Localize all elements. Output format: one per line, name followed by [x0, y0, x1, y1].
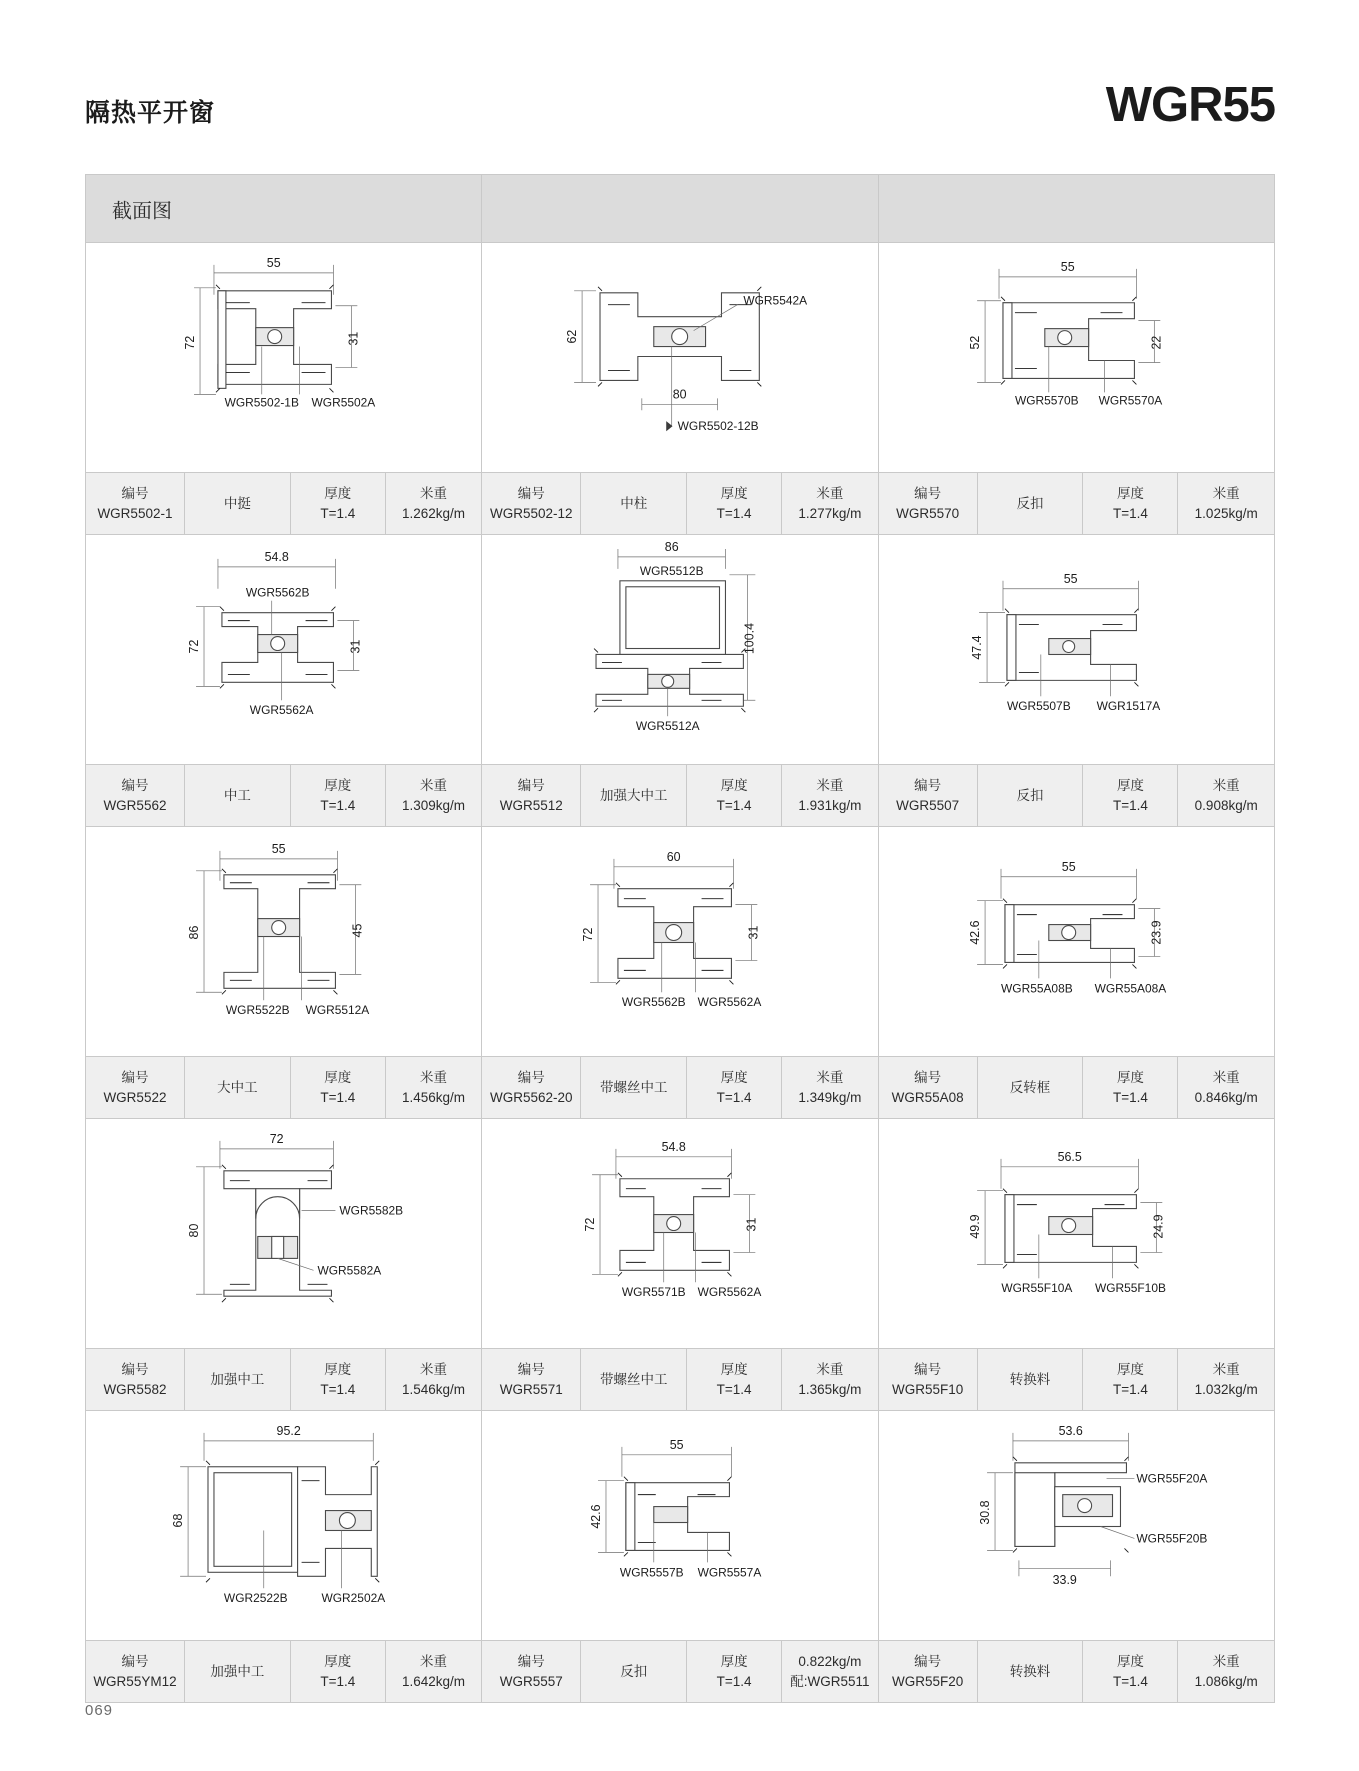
part-label-2: WGR5512A	[305, 1003, 370, 1018]
spec-weight-1-3	[1178, 473, 1275, 535]
spec-weight-value: 1.365kg/m	[798, 1381, 862, 1397]
band-cell-3	[879, 175, 1275, 243]
spec-weight-5-2	[782, 1641, 879, 1703]
spec-code-value: WGR5557	[499, 1673, 563, 1689]
spec-thickness-5-2	[687, 1641, 782, 1703]
spec-thickness-value: T=1.4	[1112, 797, 1148, 813]
series-code: WGR55	[1105, 78, 1275, 132]
dim-height: 62	[565, 329, 580, 344]
spec-name-5-1	[185, 1641, 291, 1703]
spec-weight-4-3	[1178, 1349, 1275, 1411]
spec-weight-label: 米重	[816, 485, 844, 501]
spec-code-5-2	[482, 1641, 581, 1703]
spec-name-3-1	[185, 1057, 291, 1119]
part-label-2: WGR55F20B	[1136, 1531, 1208, 1546]
spec-code-value: WGR5582	[103, 1381, 167, 1397]
dim-height: 68	[171, 1513, 186, 1528]
spec-weight-2-1	[386, 765, 483, 827]
spec-name-value: 加强中工	[210, 1663, 265, 1679]
part-label-1: WGR5582B	[339, 1203, 404, 1218]
part-label-2: WGR1517A	[1096, 699, 1160, 714]
spec-name-value: 中挺	[223, 495, 251, 511]
spec-code-value: WGR5507	[896, 797, 960, 813]
spec-thickness-1-1	[291, 473, 386, 535]
spec-thickness-label: 厚度	[324, 1653, 352, 1669]
spec-name-2-1	[185, 765, 291, 827]
drawing-row-3	[86, 827, 1275, 1057]
spec-weight-4-1	[386, 1349, 483, 1411]
spec-thickness-value: T=1.4	[320, 1381, 356, 1397]
spec-row-2	[86, 765, 1275, 827]
dim-width: 55	[670, 1437, 684, 1452]
spec-code-label: 编号	[121, 1653, 149, 1669]
dim-width: 54.8	[661, 1139, 687, 1154]
spec-code-value: WGR5502-12	[490, 505, 573, 521]
spec-code-3-2	[482, 1057, 581, 1119]
spec-code-value: WGR5562	[103, 797, 167, 813]
part-label-2: WGR5582A	[317, 1263, 382, 1278]
spec-thickness-value: T=1.4	[320, 1089, 356, 1105]
dim-width: 55	[271, 841, 286, 856]
spec-weight-4-2	[782, 1349, 879, 1411]
spec-weight-5-3	[1178, 1641, 1275, 1703]
drawing-row-4	[86, 1119, 1275, 1349]
dim-depth: 31	[746, 925, 761, 940]
part-label-1: WGR55A08B	[1000, 981, 1073, 996]
spec-code-value: WGR5512	[499, 797, 563, 813]
dim-width: 53.6	[1058, 1423, 1083, 1438]
part-label-2: WGR55A08A	[1094, 981, 1166, 996]
spec-weight-value: 1.546kg/m	[402, 1381, 466, 1397]
spec-code-label: 编号	[914, 1653, 942, 1669]
spec-code-3-1	[86, 1057, 185, 1119]
spec-code-value: WGR55YM12	[93, 1673, 177, 1689]
table-band-row	[86, 175, 1275, 243]
spec-name-value: 中工	[223, 787, 251, 803]
spec-thickness-label: 厚度	[720, 777, 748, 793]
spec-thickness-value: T=1.4	[320, 1673, 356, 1689]
dim-depth: 23.9	[1148, 920, 1163, 945]
part-label-2: WGR5502A	[311, 395, 376, 410]
dim-height: 80	[187, 1223, 202, 1238]
spec-weight-value: 1.277kg/m	[798, 505, 862, 521]
spec-name-value: 反扣	[620, 1663, 648, 1679]
spec-thickness-4-3	[1083, 1349, 1178, 1411]
dim-height: 52	[967, 335, 982, 350]
spec-weight-label: 米重	[1212, 777, 1240, 793]
dim-height: 42.6	[967, 920, 982, 945]
spec-weight-note: 配:WGR5511	[790, 1673, 870, 1689]
dim-depth: 22	[1148, 335, 1163, 350]
spec-row-1	[86, 473, 1275, 535]
dim-width: 95.2	[276, 1423, 301, 1438]
page-number: 069	[85, 1702, 114, 1719]
spec-weight-label: 米重	[1212, 1069, 1240, 1085]
spec-code-value: WGR5562-20	[490, 1089, 573, 1105]
dim-height: 30.8	[977, 1500, 992, 1525]
dim-width: 55	[1063, 571, 1078, 586]
dim-width: 80	[673, 387, 687, 402]
spec-weight-value: 1.025kg/m	[1194, 505, 1258, 521]
spec-code-value: WGR5571	[499, 1381, 563, 1397]
spec-code-label: 编号	[517, 1069, 545, 1085]
spec-thickness-label: 厚度	[720, 485, 748, 501]
spec-thickness-5-1	[291, 1641, 386, 1703]
spec-name-value: 加强中工	[210, 1371, 265, 1387]
spec-name-3-3	[978, 1057, 1084, 1119]
part-label-1: WGR5522B	[225, 1003, 290, 1018]
part-label-2: WGR5562A	[697, 1285, 762, 1300]
spec-code-label: 编号	[517, 1653, 545, 1669]
profile-table	[85, 174, 1275, 1703]
spec-row-5	[86, 1641, 1275, 1703]
spec-name-4-3	[978, 1349, 1084, 1411]
drawing-cell-5-2	[482, 1411, 878, 1641]
spec-thickness-5-3	[1083, 1641, 1178, 1703]
spec-thickness-4-2	[687, 1349, 782, 1411]
spec-weight-label: 米重	[1212, 1361, 1240, 1377]
spec-weight-value: 1.309kg/m	[402, 797, 466, 813]
dim-width: 55	[1060, 259, 1075, 274]
dim-height: 72	[187, 639, 202, 654]
dim-height: 47.4	[969, 635, 984, 660]
spec-weight-label: 米重	[420, 485, 448, 501]
spec-name-value: 反扣	[1016, 495, 1044, 511]
drawing-cell-4-1	[86, 1119, 482, 1349]
spec-code-value: WGR55A08	[891, 1089, 964, 1105]
spec-code-value: WGR5502-1	[97, 505, 173, 521]
dim-width: 54.8	[264, 549, 289, 564]
part-label-2: WGR5512A	[636, 719, 700, 734]
spec-name-value: 带螺丝中工	[599, 1371, 668, 1387]
drawing-cell-1-2	[482, 243, 878, 473]
spec-thickness-label: 厚度	[1116, 1653, 1144, 1669]
part-label-2: WGR5562A	[249, 703, 314, 718]
spec-weight-value: 1.032kg/m	[1194, 1381, 1258, 1397]
spec-weight-label: 米重	[420, 1069, 448, 1085]
part-label-1: WGR5562B	[245, 585, 310, 600]
spec-thickness-3-1	[291, 1057, 386, 1119]
spec-name-2-2	[581, 765, 687, 827]
dim-height: 42.6	[589, 1504, 604, 1529]
spec-thickness-value: T=1.4	[716, 797, 752, 813]
dim-width: 72	[269, 1131, 284, 1146]
spec-weight-value: 1.349kg/m	[798, 1089, 862, 1105]
spec-name-value: 转换料	[1009, 1663, 1051, 1679]
spec-thickness-2-2	[687, 765, 782, 827]
spec-code-5-1	[86, 1641, 185, 1703]
spec-name-value: 带螺丝中工	[599, 1079, 668, 1095]
spec-weight-label: 米重	[420, 777, 448, 793]
spec-weight-1-2	[782, 473, 879, 535]
drawing-cell-1-1	[86, 243, 482, 473]
spec-thickness-label: 厚度	[1116, 485, 1144, 501]
spec-code-4-3	[879, 1349, 978, 1411]
spec-code-label: 编号	[914, 485, 942, 501]
spec-thickness-label: 厚度	[324, 777, 352, 793]
spec-code-label: 编号	[517, 485, 545, 501]
drawing-cell-2-2	[482, 535, 878, 765]
drawing-cell-5-1	[86, 1411, 482, 1641]
spec-name-value: 转换料	[1009, 1371, 1051, 1387]
spec-code-label: 编号	[121, 1361, 149, 1377]
drawing-cell-3-2	[482, 827, 878, 1057]
spec-thickness-label: 厚度	[720, 1069, 748, 1085]
dim-depth: 31	[744, 1217, 759, 1232]
drawing-row-1	[86, 243, 1275, 473]
spec-code-5-3	[879, 1641, 978, 1703]
dim-height: 72	[583, 1217, 598, 1232]
spec-weight-value: 1.931kg/m	[798, 797, 862, 813]
spec-code-4-2	[482, 1349, 581, 1411]
dim-width: 60	[667, 849, 681, 864]
spec-name-value: 加强大中工	[599, 787, 668, 803]
spec-name-1-1	[185, 473, 291, 535]
part-label-2: WGR5557A	[697, 1565, 762, 1580]
drawing-row-5	[86, 1411, 1275, 1641]
spec-thickness-label: 厚度	[324, 1069, 352, 1085]
part-label-2: WGR5570A	[1098, 393, 1162, 408]
spec-code-label: 编号	[517, 1361, 545, 1377]
spec-weight-value: 0.908kg/m	[1194, 797, 1258, 813]
spec-code-value: WGR55F20	[891, 1673, 964, 1689]
spec-code-label: 编号	[914, 1361, 942, 1377]
spec-name-value: 反转框	[1009, 1079, 1051, 1095]
drawing-cell-2-3	[879, 535, 1275, 765]
part-label-1: WGR5571B	[622, 1285, 686, 1300]
spec-code-4-1	[86, 1349, 185, 1411]
part-label-2: WGR55F10B	[1094, 1281, 1166, 1296]
spec-weight-5-1	[386, 1641, 483, 1703]
spec-thickness-value: T=1.4	[1112, 505, 1148, 521]
part-label-2: WGR5502-12B	[678, 419, 759, 434]
part-label-1: WGR55F20A	[1136, 1471, 1208, 1486]
spec-thickness-value: T=1.4	[1112, 1381, 1148, 1397]
spec-thickness-label: 厚度	[720, 1653, 748, 1669]
spec-weight-label: 米重	[816, 777, 844, 793]
spec-weight-label: 米重	[1212, 1653, 1240, 1669]
drawing-cell-5-3	[879, 1411, 1275, 1641]
part-label-1: WGR5502-1B	[224, 395, 299, 410]
spec-name-1-3	[978, 473, 1084, 535]
spec-name-value: 大中工	[217, 1079, 258, 1095]
spec-code-3-3	[879, 1057, 978, 1119]
spec-weight-2-2	[782, 765, 879, 827]
spec-thickness-3-3	[1083, 1057, 1178, 1119]
spec-thickness-value: T=1.4	[716, 1673, 752, 1689]
spec-weight-3-1	[386, 1057, 483, 1119]
spec-name-3-2	[581, 1057, 687, 1119]
part-label-1: WGR5507B	[1006, 699, 1071, 714]
part-label-1: WGR2522B	[223, 1591, 288, 1606]
dim-width: 55	[266, 255, 281, 270]
spec-code-1-2	[482, 473, 581, 535]
spec-thickness-label: 厚度	[1116, 777, 1144, 793]
part-label-1: WGR5512B	[640, 563, 704, 578]
part-label-2: WGR5562A	[697, 995, 762, 1010]
spec-weight-3-3	[1178, 1057, 1275, 1119]
dim-depth: 45	[350, 923, 365, 938]
spec-code-value: WGR5570	[896, 505, 960, 521]
spec-weight-2-3	[1178, 765, 1275, 827]
spec-weight-label: 米重	[816, 1361, 844, 1377]
spec-thickness-2-3	[1083, 765, 1178, 827]
drawing-cell-2-1	[86, 535, 482, 765]
page-header	[85, 78, 1275, 137]
dim-depth: 24.9	[1150, 1214, 1165, 1239]
band-label: 截面图	[112, 200, 172, 222]
drawing-row-2	[86, 535, 1275, 765]
part-label-1: WGR5542A	[743, 293, 808, 308]
spec-thickness-1-3	[1083, 473, 1178, 535]
part-label-1: WGR5557B	[620, 1565, 684, 1580]
spec-thickness-label: 厚度	[720, 1361, 748, 1377]
spec-name-4-1	[185, 1349, 291, 1411]
dim-bottom: 33.9	[1052, 1573, 1077, 1588]
spec-weight-value: 0.846kg/m	[1194, 1089, 1258, 1105]
spec-code-1-1	[86, 473, 185, 535]
drawing-cell-3-3	[879, 827, 1275, 1057]
spec-thickness-label: 厚度	[1116, 1361, 1144, 1377]
spec-weight-3-2	[782, 1057, 879, 1119]
spec-thickness-value: T=1.4	[716, 505, 752, 521]
spec-name-5-3	[978, 1641, 1084, 1703]
spec-weight-value: 1.456kg/m	[402, 1089, 466, 1105]
spec-thickness-value: T=1.4	[1112, 1089, 1148, 1105]
dim-height: 100.4	[742, 622, 757, 655]
spec-weight-label: 米重	[816, 1069, 844, 1085]
part-label-1: WGR55F10A	[1001, 1281, 1072, 1296]
drawing-cell-4-3	[879, 1119, 1275, 1349]
spec-thickness-value: T=1.4	[320, 797, 356, 813]
spec-thickness-label: 厚度	[324, 485, 352, 501]
drawing-cell-4-2	[482, 1119, 878, 1349]
spec-name-2-3	[978, 765, 1084, 827]
spec-weight-label: 米重	[1212, 485, 1240, 501]
dim-height: 72	[581, 927, 596, 942]
spec-thickness-1-2	[687, 473, 782, 535]
spec-weight-label: 米重	[420, 1361, 448, 1377]
dim-height: 72	[183, 335, 198, 350]
spec-weight-value: 0.822kg/m	[798, 1653, 862, 1669]
dim-width: 86	[665, 539, 679, 554]
spec-thickness-2-1	[291, 765, 386, 827]
spec-name-1-2	[581, 473, 687, 535]
dim-height: 49.9	[967, 1214, 982, 1239]
spec-code-label: 编号	[914, 1069, 942, 1085]
spec-weight-value: 1.642kg/m	[402, 1673, 466, 1689]
spec-weight-value: 1.262kg/m	[402, 505, 466, 521]
spec-weight-label: 米重	[420, 1653, 448, 1669]
spec-name-value: 反扣	[1016, 787, 1044, 803]
spec-code-label: 编号	[121, 485, 149, 501]
spec-weight-1-1	[386, 473, 483, 535]
spec-code-1-3	[879, 473, 978, 535]
spec-thickness-label: 厚度	[324, 1361, 352, 1377]
page-title: 隔热平开窗	[85, 99, 216, 127]
part-label-1: WGR5570B	[1014, 393, 1079, 408]
drawing-cell-3-1	[86, 827, 482, 1057]
spec-thickness-value: T=1.4	[716, 1381, 752, 1397]
dim-width: 56.5	[1057, 1149, 1082, 1164]
spec-thickness-value: T=1.4	[320, 505, 356, 521]
spec-name-4-2	[581, 1349, 687, 1411]
dim-width: 55	[1061, 859, 1076, 874]
spec-thickness-4-1	[291, 1349, 386, 1411]
part-label-1: WGR5562B	[622, 995, 686, 1010]
spec-code-label: 编号	[517, 777, 545, 793]
spec-code-label: 编号	[121, 777, 149, 793]
spec-weight-value: 1.086kg/m	[1194, 1673, 1258, 1689]
spec-code-2-2	[482, 765, 581, 827]
dim-depth: 31	[348, 639, 363, 654]
spec-code-value: WGR55F10	[891, 1381, 964, 1397]
spec-code-2-1	[86, 765, 185, 827]
dim-depth: 31	[346, 331, 361, 346]
spec-code-2-3	[879, 765, 978, 827]
spec-code-label: 编号	[914, 777, 942, 793]
drawing-cell-1-3	[879, 243, 1275, 473]
spec-row-4	[86, 1349, 1275, 1411]
spec-thickness-label: 厚度	[1116, 1069, 1144, 1085]
spec-thickness-value: T=1.4	[716, 1089, 752, 1105]
dim-height: 86	[187, 925, 202, 940]
part-label-2: WGR2502A	[321, 1591, 386, 1606]
spec-code-label: 编号	[121, 1069, 149, 1085]
spec-name-value: 中柱	[620, 495, 648, 511]
spec-row-3	[86, 1057, 1275, 1119]
spec-code-value: WGR5522	[103, 1089, 167, 1105]
band-cell-title	[86, 175, 482, 243]
spec-thickness-value: T=1.4	[1112, 1673, 1148, 1689]
band-cell-2	[482, 175, 878, 243]
spec-name-5-2	[581, 1641, 687, 1703]
spec-thickness-3-2	[687, 1057, 782, 1119]
